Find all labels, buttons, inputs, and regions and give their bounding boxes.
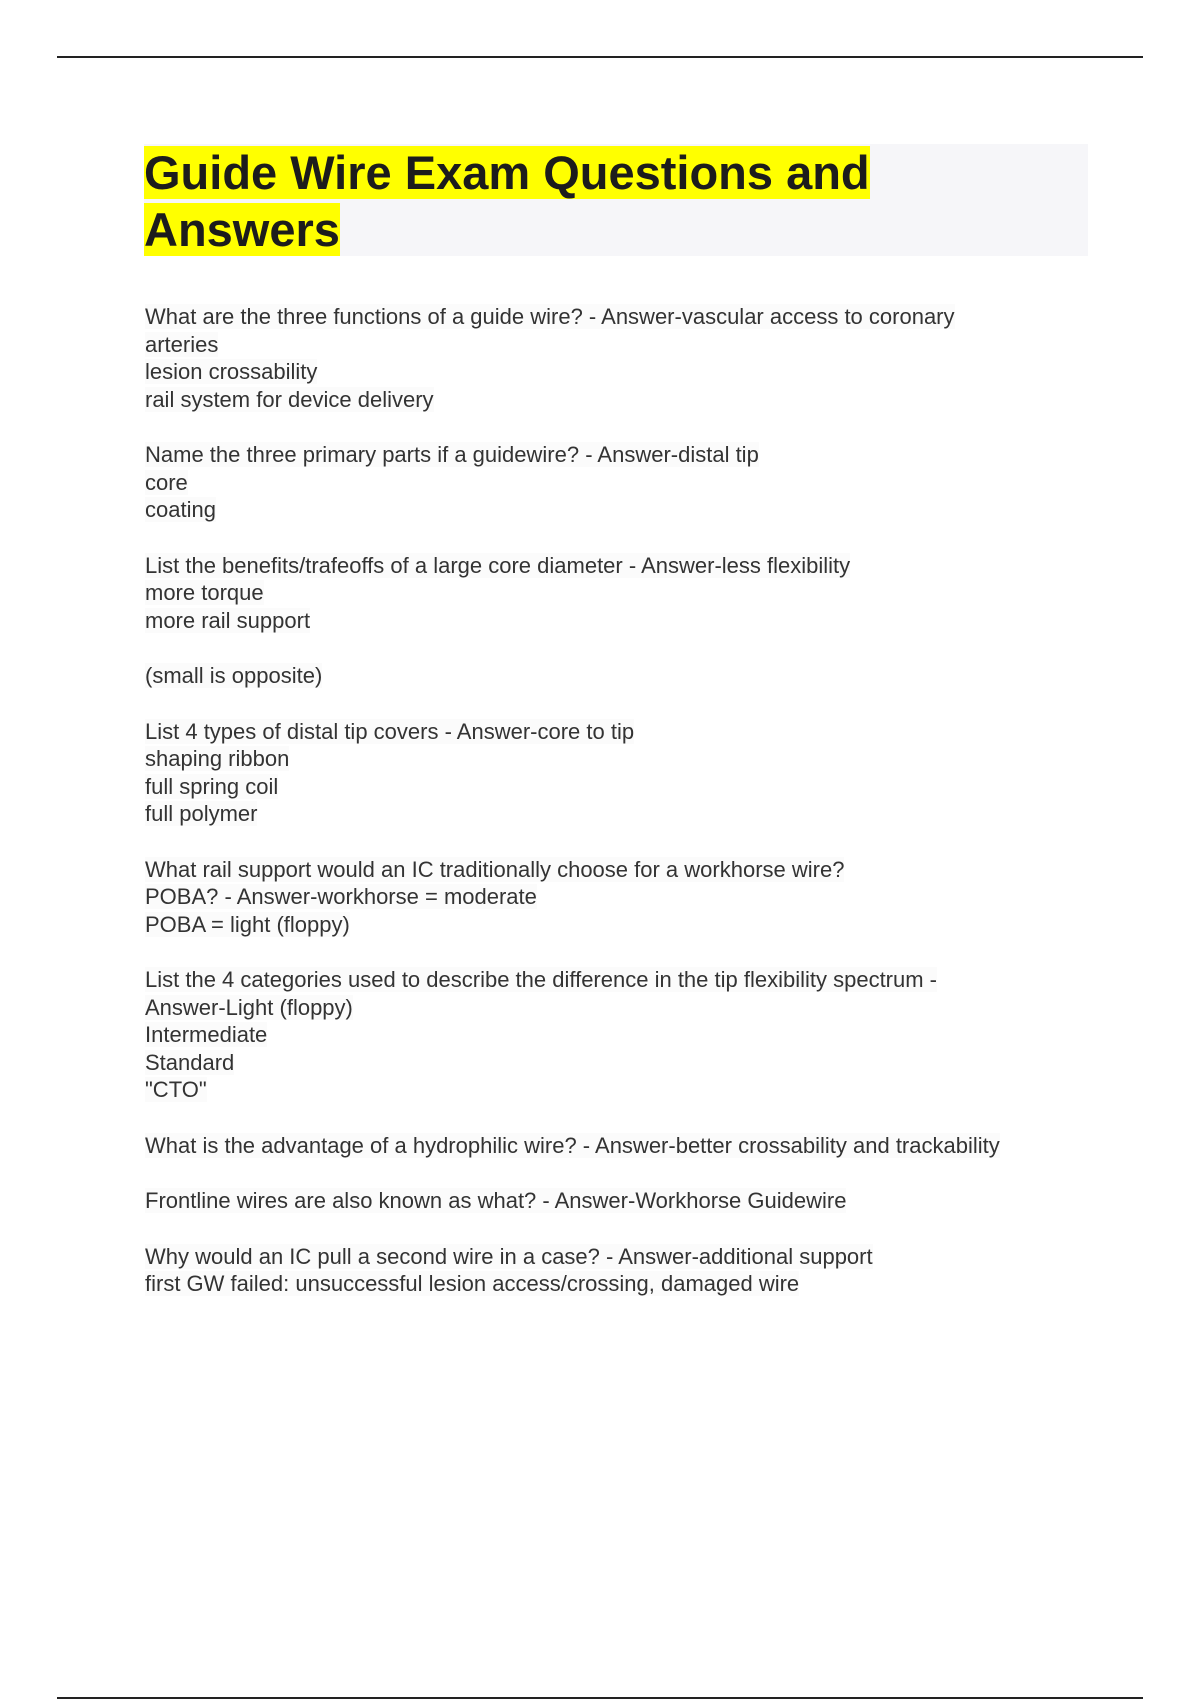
qa-text: coating [145, 497, 216, 522]
qa-text: Frontline wires are also known as what? - Answer-Workhorse Guidewire [145, 1188, 847, 1213]
qa-question-line [145, 552, 1105, 580]
qa-text: Why would an IC pull a second wire in a case? - Answer-additional support [145, 1243, 873, 1269]
footer-rule [57, 1697, 1143, 1699]
qa-answer-line [145, 579, 1105, 607]
qa-answer-line [145, 745, 1105, 773]
qa-item [145, 856, 1105, 939]
qa-question-line [145, 1132, 1105, 1160]
qa-question-line [145, 1187, 1105, 1215]
qa-text: lesion crossability [145, 359, 318, 384]
title-line-1: Guide Wire Exam Questions and [144, 146, 870, 199]
qa-question-line [145, 718, 1105, 746]
qa-answer-line [145, 607, 1105, 635]
qa-text: "CTO" [145, 1077, 207, 1102]
qa-text: full spring coil [145, 773, 279, 799]
qa-answer-line [145, 911, 1105, 939]
qa-item [145, 1187, 1105, 1215]
qa-text: List 4 types of distal tip covers - Answer-core to tip [145, 718, 635, 744]
qa-answer-line [145, 883, 1105, 911]
qa-text: What are the three functions of a guide wire? - Answer-vascular access to coronary [145, 304, 955, 329]
qa-answer-line [145, 358, 1105, 386]
qa-text: Answer-Light (floppy) [145, 994, 353, 1020]
qa-text: List the 4 categories used to describe the difference in the tip flexibility spectrum - [145, 967, 938, 992]
qa-text: POBA? - Answer-workhorse = moderate [145, 884, 537, 909]
qa-answer-line [145, 1270, 1105, 1298]
qa-question-line [145, 441, 1105, 469]
qa-question-line [145, 303, 1105, 331]
qa-answer-line [145, 331, 1105, 359]
title-line-2: Answers [144, 203, 340, 256]
qa-item [145, 303, 1105, 413]
qa-text: Standard [145, 1049, 235, 1075]
qa-item [145, 662, 1105, 690]
qa-question-line [145, 966, 1105, 994]
qa-text: core [145, 469, 188, 495]
qa-item [145, 718, 1105, 828]
qa-answer-line [145, 469, 1105, 497]
qa-question-line [145, 856, 1105, 884]
qa-text: more rail support [145, 607, 311, 633]
qa-text: rail system for device delivery [145, 386, 434, 412]
qa-text: full polymer [145, 801, 258, 826]
qa-answer-line [145, 1076, 1105, 1104]
header-rule [57, 56, 1143, 58]
qa-question-line [145, 1243, 1105, 1271]
qa-answer-line [145, 773, 1105, 801]
qa-item [145, 966, 1105, 1104]
qa-text: first GW failed: unsuccessful lesion access/crossing, damaged wire [145, 1271, 800, 1296]
qa-answer-line [145, 1049, 1105, 1077]
qa-text: (small is opposite) [145, 663, 323, 688]
qa-item [145, 1132, 1105, 1160]
qa-answer-line [145, 386, 1105, 414]
qa-text: shaping ribbon [145, 746, 290, 771]
qa-item [145, 441, 1105, 524]
qa-answer-line [145, 1021, 1105, 1049]
qa-question-line [145, 662, 1105, 690]
qa-text: more torque [145, 580, 264, 605]
qa-item [145, 552, 1105, 635]
qa-text: POBA = light (floppy) [145, 911, 350, 937]
qa-text: Intermediate [145, 1022, 268, 1047]
qa-text: List the benefits/trafeoffs of a large core diameter - Answer-less flexibility [145, 552, 851, 578]
qa-text: What is the advantage of a hydrophilic wire? - Answer-better crossability and trackability [145, 1132, 1000, 1158]
qa-text: What rail support would an IC traditionally choose for a workhorse wire? [145, 856, 845, 882]
page-title [144, 144, 1088, 258]
qa-list [145, 303, 1105, 1326]
title-block [144, 144, 1088, 256]
qa-answer-line [145, 994, 1105, 1022]
qa-text: Name the three primary parts if a guidewire? - Answer-distal tip [145, 442, 759, 467]
qa-answer-line [145, 496, 1105, 524]
qa-item [145, 1243, 1105, 1298]
qa-answer-line [145, 800, 1105, 828]
qa-text: arteries [145, 331, 219, 357]
